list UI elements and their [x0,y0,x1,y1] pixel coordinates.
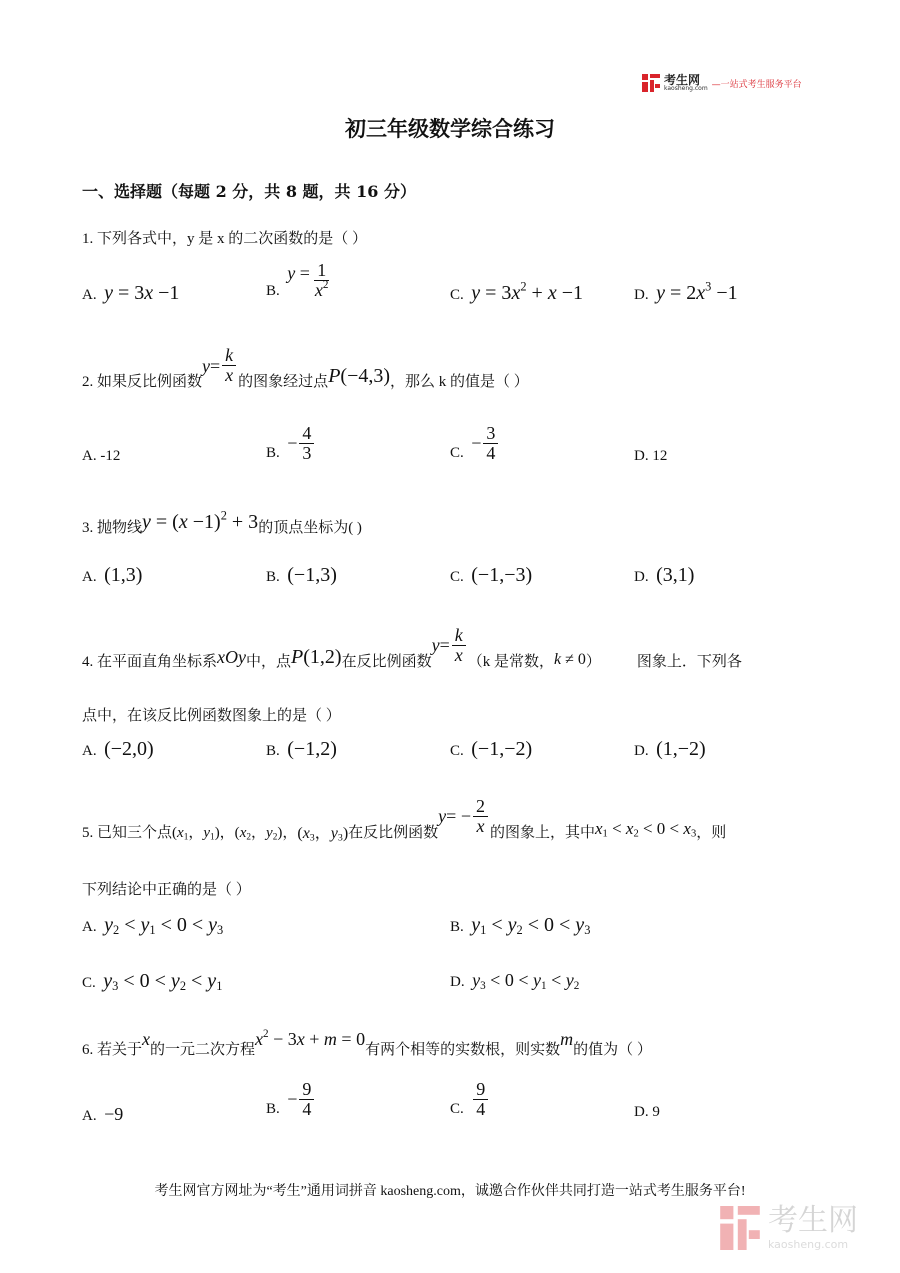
q6-option-c: C. $\frac{9}{4}$ [450,1080,490,1119]
header-slogan: —一站式考生服务平台 [711,79,802,90]
watermark [718,1203,858,1253]
q3-option-d: D. (3,1) [634,564,695,586]
q5-option-d: D. $y_3 < 0 < y_1 < y_2$ [450,970,580,992]
q2-option-d: D. 12 [634,448,668,464]
kaosheng-logo-icon [641,73,661,93]
q3-option-a: A. (1,3) [82,564,143,586]
footer-text: 考生网官方网址为“考生”通用词拼音 kaosheng.com，诚邀合作伙伴共同打造一站式考生服务平台! [154,1184,746,1199]
question-4: 4. 在平面直角坐标系 xOy 中，点 P(1,2) 在反比例函数 y= $\frac{k}{x}$ （k 是常数， k ≠ 0 ） 图象上．下列各 [82,625,742,670]
q2-option-c: C. − $\frac{3}{4}$ [450,424,500,463]
q3-option-c: C. (−1,−3) [450,564,533,586]
q1-option-c: C. $y = 3x^2 + x -1$ [450,279,583,304]
q4-option-d: D. (1,−2) [634,738,706,760]
q6-option-b: B. − $\frac{9}{4}$ [266,1080,316,1119]
question-6: 6. 若关于 x 的一元二次方程 $x^2 - 3x + m = 0$ 有两个相等的实数根，则实数 m 的值为（ ） [82,1028,652,1058]
q4-option-b: B. (−1,2) [266,738,337,760]
q6-option-d: D. 9 [634,1104,660,1120]
question-1: 1. 下列各式中，y 是 x 的二次函数的是（ ） [82,231,368,247]
question-5-line2: 下列结论中正确的是（ ） [82,882,251,898]
header-domain: kaosheng.com [664,85,708,92]
q1-a-formula: y = 3x −1 [104,282,180,304]
question-2: 2. 如果反比例函数 y= $\frac{k}{x}$ 的图象经过点 P(−4,3) ，那么 k 的值是（ ） [82,345,529,390]
question-4-line2: 点中，在该反比例函数图象上的是（ ） [82,708,341,724]
q2-option-a: A. -12 [82,448,121,464]
q1-option-b: B. y = $\frac{1}{x^2}$ [266,260,329,300]
q2-option-b: B. − $\frac{4}{3}$ [266,424,316,463]
q4-option-a: A. (−2,0) [82,738,154,760]
question-5: 5. 已知三个点 ($x_1$，$y_1$)，($x_2$，$y_2$)， ($x_3$，$y_3$) 在反比例函数 y= − $\frac{2}{x}$ 的图象上，其中 $x_1 < x_2 < 0 < x_3$ ，则 [82,796,727,844]
watermark-brand: 考生网 [768,1203,858,1238]
section-heading: 一、选择题（每题 2 分，共 8 题，共 16 分） [82,182,416,201]
page-title: 初三年级数学综合练习 [345,116,555,141]
q1-option-a: A. y = 3x −1 [82,282,180,304]
q4-option-c: C. (−1,−2) [450,738,533,760]
header-logo [641,72,802,94]
q5-option-b: B. $y_1 < y_2 < 0 < y_3$ [450,914,591,938]
header-brand: 考生网 [664,73,701,87]
q6-option-a: A. −9 [82,1104,124,1124]
watermark-domain: kaosheng.com [768,1238,849,1251]
q3-option-b: B. (−1,3) [266,564,337,586]
q5-option-a: A. $y_2 < y_1 < 0 < y_3$ [82,914,224,938]
kaosheng-watermark-icon [718,1203,762,1253]
question-3: 3. 抛物线 $y = (x -1)^2 + 3$ 的顶点坐标为( ) [82,508,362,536]
q5-option-c: C. $y_3 < 0 < y_2 < y_1$ [82,970,223,994]
q1-option-d: D. $y = 2x^3 -1$ [634,279,738,304]
